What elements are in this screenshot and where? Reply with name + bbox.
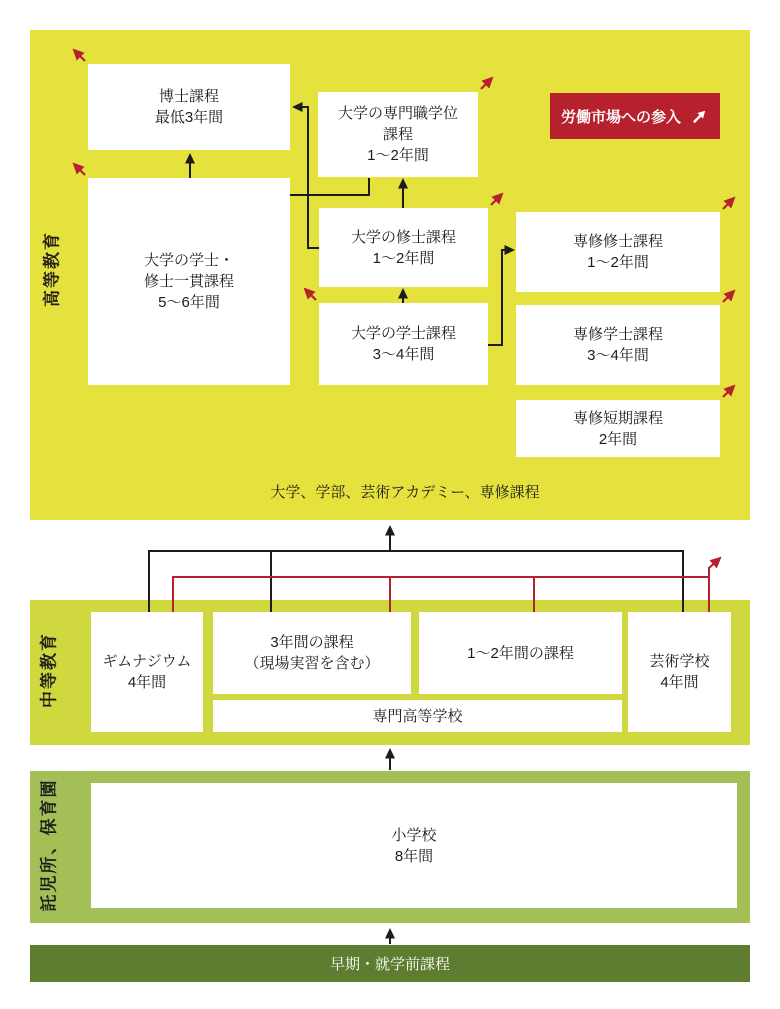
node-label: 2年間 (598, 430, 638, 448)
node-label: ギムナジウム (102, 653, 192, 670)
node-label: 大学の専門職学位 (337, 105, 458, 122)
node-vocational-high-school (213, 700, 622, 732)
node-label: 大学の学士・ (143, 252, 234, 269)
node-voc-bachelors (516, 305, 720, 385)
node-professional (318, 92, 478, 177)
node-label: 4年間 (660, 674, 699, 691)
node-bachelors (319, 303, 488, 385)
node-label: 1～2年間 (372, 249, 435, 267)
node-gymnasium (91, 612, 203, 732)
node-one-two-year-programme (419, 612, 622, 694)
node-label: 専修学士課程 (572, 326, 663, 343)
node-masters (319, 208, 488, 287)
secondary-education-section-label: 中等教育 (39, 632, 59, 708)
labor-market-badge (550, 93, 720, 139)
early-preschool-bar (30, 945, 750, 982)
node-label: 4年間 (127, 674, 167, 691)
node-label: 小学校 (391, 826, 437, 844)
node-primary-school (91, 783, 737, 908)
node-label: 3～4年間 (372, 346, 435, 363)
node-doctoral (88, 64, 290, 150)
node-three-year-programme (213, 612, 411, 694)
node-voc-short (516, 400, 720, 457)
node-label: （現場実習を含む） (244, 655, 380, 672)
labor-market-badge-label: 労働市場への参入 (560, 108, 681, 126)
node-label: 大学の修士課程 (350, 228, 456, 246)
node-label: 3～4年間 (587, 347, 649, 364)
node-label: 1～2年間の課程 (467, 644, 574, 662)
node-integrated (88, 178, 290, 385)
higher-education-caption: 大学、学部、芸術アカデミー、専修課程 (270, 484, 540, 501)
early-preschool-bar-label: 早期・就学前課程 (329, 956, 450, 973)
preschool-section-label: 託児所、保育園 (39, 778, 59, 912)
node-label: 専修修士課程 (572, 233, 663, 250)
node-label: 5～6年間 (158, 294, 220, 311)
node-art-school (628, 612, 731, 732)
node-label: 芸術学校 (649, 653, 710, 670)
node-label: 博士課程 (158, 88, 219, 105)
node-label: 大学の学士課程 (350, 325, 456, 342)
arrow-up-right-icon (690, 107, 709, 126)
node-label: 専門高等学校 (372, 707, 463, 725)
higher-education-section-label: 高等教育 (42, 231, 62, 307)
node-label: 最低3年間 (154, 109, 224, 126)
node-label: 1～2年間 (367, 147, 429, 164)
node-label: 課程 (382, 126, 413, 143)
node-voc-masters (516, 212, 720, 292)
node-label: 1～2年間 (587, 254, 649, 271)
node-label: 専修短期課程 (572, 409, 663, 427)
node-label: 8年間 (394, 847, 434, 865)
node-label: 修士一貫課程 (143, 273, 234, 290)
arrow-secondary-bus-to-labor-market (709, 559, 719, 577)
node-label: 3年間の課程 (270, 634, 354, 651)
